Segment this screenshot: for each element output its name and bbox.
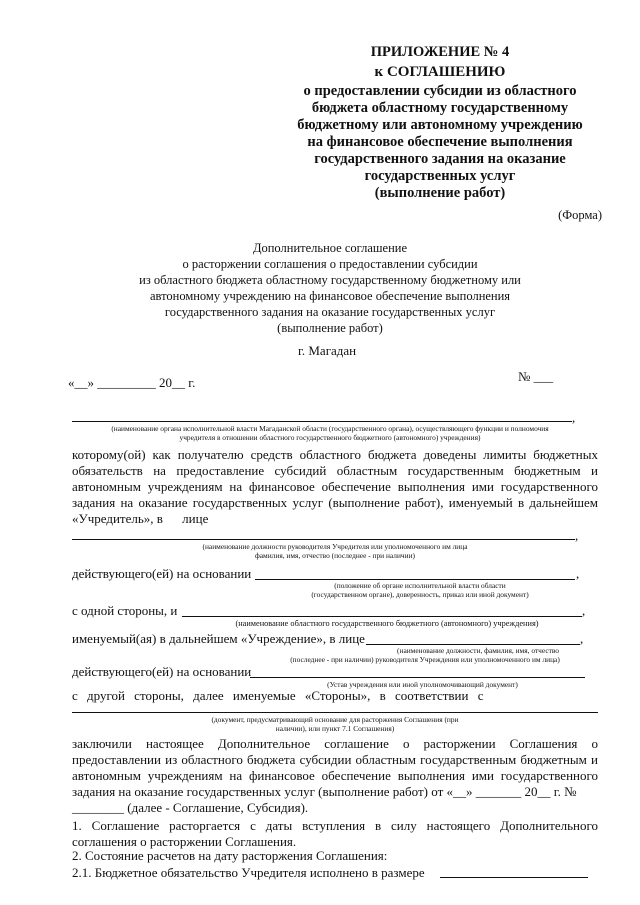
paragraph-concluded-end: ________ (далее - Соглашение, Субсидия).: [72, 800, 309, 815]
other-side: с другой стороны, далее именуемые «Стороны», в соответствии с: [72, 688, 484, 703]
number-line: № ___: [518, 369, 554, 384]
caption-inst-head-1: (наименование должности, фамилия, имя, отчество: [397, 646, 559, 655]
date-line: [68, 375, 195, 391]
charter-line: [250, 677, 585, 678]
institution-line: [182, 616, 582, 617]
caption-organ-1: (наименование органа исполнительной власти Магаданской области (государственного органа), осуществляющего функции и полномочия: [111, 424, 549, 433]
header-line-6: государственных услуг: [364, 168, 516, 184]
caption-inst-head-2: (последнее - при наличии) руководителя Учреждения или уполномоченного им лица): [290, 655, 560, 664]
caption-institution: (наименование областного государственного бюджетного (автономного) учреждения): [235, 619, 539, 628]
item-2: 2. Состояние расчетов на дату расторжения Соглашения:: [72, 848, 388, 863]
city: г. Магадан: [298, 343, 357, 358]
head-position-line: [72, 539, 575, 540]
form-label: (Форма): [558, 208, 602, 222]
doc-title-line-5: государственного задания на оказание государственных услуг: [164, 305, 496, 319]
caption-termination-1: (документ, предусматривающий основание для расторжения Соглашения (при: [211, 715, 459, 724]
comma: ,: [582, 603, 586, 618]
one-side: с одной стороны, и: [72, 603, 178, 618]
caption-termination-2: наличии), или пункт 7.1 Соглашения): [275, 724, 395, 733]
acting-basis-2: действующего(ей) на основании: [72, 664, 252, 679]
doc-title-line-1: Дополнительное соглашение: [252, 241, 408, 255]
caption-head-1: (наименование должности руководителя Учредителя или уполномоченного им лица: [202, 542, 468, 551]
caption-regulation-1: (положение об органе исполнительной власти области: [334, 581, 506, 590]
paragraph-founder-text: которому(ой) как получателю средств областного бюджета доведены лимиты бюджетных обязательств на предоставление субсидий областным государственным бюджетным и автономным учреждениям на финансовое обеспечение выполнения ими государственного задания на оказание государственных услуг (выполнение работ), именуемый в дальнейшем «Учредитель», в: [72, 447, 598, 526]
header-line-4: на финансовое обеспечение выполнения: [307, 134, 573, 150]
caption-charter: (Устав учреждения или иной уполномочивающий документ): [327, 680, 518, 689]
header-line-2: бюджета областному государственному: [311, 100, 569, 116]
caption-organ-2: учредителя в отношении областного государственного бюджетного (автономного) учреждения): [179, 433, 481, 442]
appendix-subtitle: к СОГЛАШЕНИЮ: [374, 64, 506, 80]
comma: ,: [576, 566, 580, 581]
doc-title-line-2: о расторжении соглашения о предоставлении субсидии: [182, 257, 478, 271]
acting-basis-1: действующего(ей) на основании: [72, 566, 252, 581]
date-day: «__»: [68, 375, 94, 390]
comma: ,: [575, 528, 579, 543]
doc-title-line-6: (выполнение работ): [277, 321, 383, 335]
paragraph-concluded-text: заключили настоящее Дополнительное соглашение о расторжении Соглашения о предоставлении из областного бюджета субсидии областным государственным бюджетным и автономным учреждениям на финансовое обеспечение выполнения ими государственного задания на оказание государственных услуг (выполнение работ) от «__» _______ 20__ г. №: [72, 736, 598, 799]
doc-title-line-4: автономному учреждению на финансовое обеспечение выполнения: [149, 289, 511, 303]
date-year: 20__ г.: [159, 375, 196, 390]
header-line-3: бюджетному или автономному учреждению: [297, 117, 583, 133]
paragraph-founder: [72, 447, 598, 527]
organ-line: [72, 421, 572, 422]
header-line-7: (выполнение работ): [374, 185, 506, 201]
appendix-title: ПРИЛОЖЕНИЕ № 4: [370, 44, 510, 60]
caption-regulation-2: (государственном органе), доверенность, приказ или иной документ): [311, 590, 529, 599]
termination-doc-line: [72, 712, 598, 713]
caption-head-2: фамилия, имя, отчество (последнее - при наличии): [254, 551, 416, 560]
item-1: 1. Соглашение расторгается с даты вступления в силу настоящего Дополнительного соглашения о расторжении Соглашения.: [72, 818, 598, 849]
doc-title-line-3: из областного бюджета областному государственному бюджетному или: [139, 273, 521, 287]
date-month-blank: _________: [97, 375, 156, 390]
face-word: лице: [182, 511, 209, 526]
header-line-1: о предоставлении субсидии из областного: [303, 83, 577, 99]
paragraph-concluded: [72, 736, 598, 800]
comma: ,: [572, 410, 576, 425]
header-line-5: государственного задания на оказание: [314, 151, 566, 167]
amount-line: [440, 877, 588, 878]
named-as-institution: именуемый(ая) в дальнейшем «Учреждение», в лице: [72, 631, 365, 646]
item-2-1: 2.1. Бюджетное обязательство Учредителя исполнено в размере: [72, 865, 425, 880]
basis-line-1: [255, 579, 575, 580]
comma: ,: [580, 631, 584, 646]
inst-head-line: [366, 644, 580, 645]
